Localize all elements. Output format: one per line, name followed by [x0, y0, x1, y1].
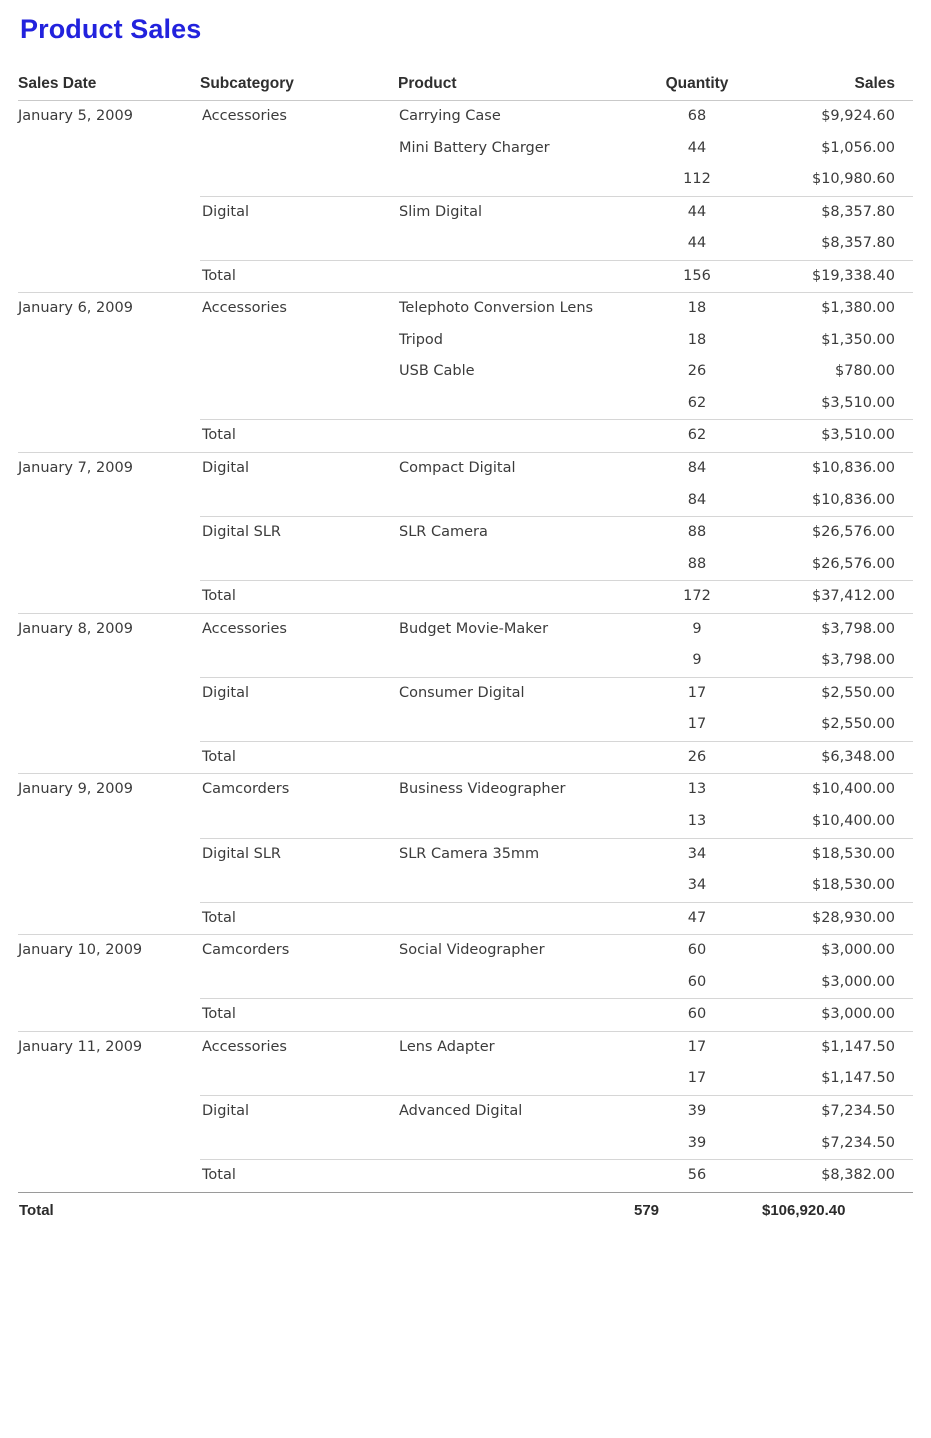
grand-total-quantity: 579 — [633, 1192, 761, 1220]
cell-sales-date — [18, 741, 200, 774]
column-header-sales: Sales — [761, 75, 913, 101]
cell-product — [398, 806, 633, 838]
cell-quantity: 44 — [633, 196, 761, 228]
cell-product — [398, 260, 633, 293]
cell-sales: $3,798.00 — [821, 652, 895, 669]
table-row — [18, 164, 913, 196]
table-row — [18, 228, 913, 260]
column-header-sales-date: Sales Date — [18, 75, 200, 101]
cell-subcategory — [200, 388, 398, 420]
table-footer — [18, 1192, 913, 1220]
cell-quantity: 84 — [687, 491, 707, 508]
cell-quantity: 34 — [687, 877, 707, 894]
cell-sales-date — [18, 870, 200, 902]
cell-sales-date — [18, 1128, 200, 1160]
table-row — [18, 967, 913, 999]
cell-subcategory: Total — [200, 902, 398, 935]
cell-subcategory — [200, 1063, 398, 1095]
grand-total-product-blank — [398, 1192, 633, 1220]
cell-product — [398, 645, 633, 677]
cell-sales: $2,550.00 — [821, 716, 895, 733]
cell-sales: $3,510.00 — [821, 394, 895, 411]
cell-product: Telephoto Conversion Lens — [398, 293, 633, 325]
cell-quantity: 60 — [633, 935, 761, 967]
cell-subcategory — [200, 806, 398, 838]
table-row — [18, 709, 913, 741]
cell-sales-date — [18, 388, 200, 420]
cell-subcategory: Digital SLR — [200, 517, 398, 549]
cell-sales-date — [18, 1160, 200, 1193]
table-row — [18, 645, 913, 677]
cell-sales: $3,000.00 — [761, 999, 913, 1032]
cell-sales: $1,056.00 — [821, 139, 895, 156]
cell-sales-date: January 8, 2009 — [18, 613, 200, 645]
cell-sales: $8,357.80 — [821, 235, 895, 252]
cell-subcategory: Digital SLR — [200, 838, 398, 870]
cell-quantity: 44 — [687, 139, 707, 156]
cell-subcategory: Camcorders — [200, 774, 398, 806]
cell-sales-date — [18, 709, 200, 741]
cell-quantity: 26 — [687, 363, 707, 380]
cell-sales-date: January 10, 2009 — [18, 935, 200, 967]
cell-product — [398, 420, 633, 453]
cell-subcategory — [200, 228, 398, 260]
cell-quantity: 13 — [633, 774, 761, 806]
cell-product — [398, 1160, 633, 1193]
column-header-subcategory: Subcategory — [200, 75, 398, 101]
table-row — [18, 741, 913, 774]
cell-sales: $10,836.00 — [811, 491, 895, 508]
cell-quantity: 34 — [633, 838, 761, 870]
cell-quantity: 88 — [687, 555, 707, 572]
cell-sales: $3,000.00 — [821, 973, 895, 990]
cell-product — [398, 709, 633, 741]
cell-quantity: 60 — [633, 999, 761, 1032]
cell-sales-date — [18, 645, 200, 677]
cell-product: Tripod — [399, 331, 443, 348]
cell-product — [398, 967, 633, 999]
cell-product: Budget Movie-Maker — [398, 613, 633, 645]
cell-subcategory — [200, 967, 398, 999]
cell-subcategory — [200, 1128, 398, 1160]
cell-sales: $7,234.50 — [761, 1095, 913, 1127]
cell-sales-date — [18, 806, 200, 838]
column-header-quantity: Quantity — [633, 75, 761, 101]
page-title: Product Sales — [20, 14, 202, 44]
cell-subcategory — [200, 133, 398, 165]
cell-subcategory: Accessories — [200, 293, 398, 325]
cell-sales-date — [18, 838, 200, 870]
cell-sales-date — [18, 517, 200, 549]
cell-product — [398, 549, 633, 581]
cell-product: Advanced Digital — [398, 1095, 633, 1127]
cell-sales-date — [18, 1095, 200, 1127]
table-row — [18, 485, 913, 517]
cell-product: Social Videographer — [398, 935, 633, 967]
cell-quantity: 39 — [633, 1095, 761, 1127]
cell-quantity: 62 — [633, 420, 761, 453]
cell-quantity: 9 — [692, 652, 702, 669]
cell-sales: $18,530.00 — [761, 838, 913, 870]
cell-sales: $26,576.00 — [811, 555, 895, 572]
cell-product: USB Cable — [399, 363, 475, 380]
cell-sales-date — [18, 325, 200, 357]
cell-sales-date — [18, 902, 200, 935]
cell-sales-date — [18, 356, 200, 388]
cell-sales: $28,930.00 — [761, 902, 913, 935]
cell-subcategory: Total — [200, 420, 398, 453]
cell-quantity: 112 — [683, 171, 711, 188]
cell-sales: $10,400.00 — [811, 813, 895, 830]
cell-quantity: 13 — [687, 813, 707, 830]
cell-quantity: 62 — [687, 394, 707, 411]
cell-subcategory: Digital — [200, 677, 398, 709]
cell-product — [398, 1063, 633, 1095]
cell-sales-date: January 9, 2009 — [18, 774, 200, 806]
cell-product — [398, 870, 633, 902]
cell-subcategory: Accessories — [200, 101, 398, 133]
cell-subcategory — [200, 870, 398, 902]
cell-product — [398, 228, 633, 260]
cell-product: Mini Battery Charger — [399, 139, 550, 156]
cell-sales-date: January 7, 2009 — [18, 453, 200, 485]
cell-sales: $2,550.00 — [761, 677, 913, 709]
cell-product: Slim Digital — [398, 196, 633, 228]
cell-subcategory — [200, 164, 398, 196]
table-row — [18, 806, 913, 838]
cell-sales: $37,412.00 — [761, 581, 913, 614]
cell-sales-date: January 11, 2009 — [18, 1031, 200, 1063]
cell-sales-date — [18, 999, 200, 1032]
table-row — [18, 902, 913, 935]
cell-quantity: 44 — [687, 235, 707, 252]
cell-subcategory — [200, 549, 398, 581]
cell-sales-date — [18, 485, 200, 517]
cell-sales-date — [18, 260, 200, 293]
cell-sales-date — [18, 677, 200, 709]
cell-subcategory: Total — [200, 999, 398, 1032]
cell-product: Business Videographer — [398, 774, 633, 806]
cell-subcategory: Accessories — [200, 1031, 398, 1063]
cell-product: Carrying Case — [398, 101, 633, 133]
cell-product: Consumer Digital — [398, 677, 633, 709]
cell-quantity: 88 — [633, 517, 761, 549]
column-header-product: Product — [398, 75, 633, 101]
cell-sales: $19,338.40 — [761, 260, 913, 293]
table-row — [18, 774, 913, 806]
table-row — [18, 517, 913, 549]
table-row — [18, 453, 913, 485]
table-row — [18, 356, 913, 388]
table-row — [18, 420, 913, 453]
table-row — [18, 1063, 913, 1095]
cell-product: Compact Digital — [398, 453, 633, 485]
cell-quantity: 60 — [687, 973, 707, 990]
table-row — [18, 935, 913, 967]
cell-subcategory: Camcorders — [200, 935, 398, 967]
cell-sales: $780.00 — [835, 363, 895, 380]
cell-sales-date: January 5, 2009 — [18, 101, 200, 133]
cell-sales: $8,382.00 — [761, 1160, 913, 1193]
cell-subcategory: Total — [200, 1160, 398, 1193]
table-row — [18, 133, 913, 165]
cell-subcategory: Total — [200, 741, 398, 774]
cell-quantity: 68 — [633, 101, 761, 133]
cell-sales-date — [18, 228, 200, 260]
product-sales-table — [18, 75, 913, 1220]
cell-product — [398, 164, 633, 196]
cell-sales: $1,350.00 — [821, 331, 895, 348]
cell-sales: $9,924.60 — [761, 101, 913, 133]
grand-total-label: Total — [18, 1192, 200, 1220]
table-row — [18, 1128, 913, 1160]
cell-sales-date — [18, 133, 200, 165]
table-row — [18, 196, 913, 228]
cell-sales-date — [18, 1063, 200, 1095]
table-row — [18, 581, 913, 614]
cell-sales: $1,147.50 — [761, 1031, 913, 1063]
table-row — [18, 325, 913, 357]
cell-sales: $6,348.00 — [761, 741, 913, 774]
cell-quantity: 9 — [633, 613, 761, 645]
cell-quantity: 17 — [633, 677, 761, 709]
cell-subcategory: Digital — [200, 196, 398, 228]
table-row — [18, 101, 913, 133]
cell-sales: $3,000.00 — [761, 935, 913, 967]
cell-product — [398, 741, 633, 774]
cell-product: SLR Camera — [398, 517, 633, 549]
cell-product — [398, 902, 633, 935]
cell-sales: $10,400.00 — [761, 774, 913, 806]
table-row — [18, 870, 913, 902]
table-row — [18, 260, 913, 293]
cell-quantity: 17 — [687, 1070, 707, 1087]
cell-sales-date — [18, 967, 200, 999]
cell-sales-date — [18, 420, 200, 453]
cell-quantity: 17 — [633, 1031, 761, 1063]
cell-sales: $7,234.50 — [821, 1134, 895, 1151]
table-row — [18, 1095, 913, 1127]
cell-subcategory: Accessories — [200, 613, 398, 645]
table-row — [18, 293, 913, 325]
cell-quantity: 47 — [633, 902, 761, 935]
cell-quantity: 17 — [687, 716, 707, 733]
table-row — [18, 677, 913, 709]
cell-product — [398, 485, 633, 517]
cell-subcategory: Digital — [200, 1095, 398, 1127]
grand-total-sales: $106,920.40 — [761, 1192, 913, 1220]
table-row — [18, 1031, 913, 1063]
cell-sales: $1,147.50 — [821, 1070, 895, 1087]
cell-quantity: 39 — [687, 1134, 707, 1151]
cell-subcategory: Total — [200, 581, 398, 614]
cell-sales: $10,980.60 — [811, 171, 895, 188]
cell-sales: $10,836.00 — [761, 453, 913, 485]
cell-product: SLR Camera 35mm — [398, 838, 633, 870]
header-row — [18, 75, 913, 101]
grand-total-row — [18, 1192, 913, 1220]
table-body — [18, 101, 913, 1193]
cell-sales: $8,357.80 — [761, 196, 913, 228]
cell-sales: $3,510.00 — [761, 420, 913, 453]
cell-product: Lens Adapter — [398, 1031, 633, 1063]
table-row — [18, 838, 913, 870]
table-row — [18, 1160, 913, 1193]
cell-sales: $3,798.00 — [761, 613, 913, 645]
cell-subcategory — [200, 356, 398, 388]
table-row — [18, 613, 913, 645]
cell-product — [398, 388, 633, 420]
cell-subcategory — [200, 485, 398, 517]
table-row — [18, 999, 913, 1032]
cell-quantity: 56 — [633, 1160, 761, 1193]
cell-sales-date — [18, 196, 200, 228]
cell-subcategory: Digital — [200, 453, 398, 485]
table-header — [18, 75, 913, 101]
cell-quantity: 84 — [633, 453, 761, 485]
cell-sales-date — [18, 549, 200, 581]
cell-product — [398, 581, 633, 614]
cell-subcategory: Total — [200, 260, 398, 293]
cell-sales-date — [18, 164, 200, 196]
cell-quantity: 18 — [687, 331, 707, 348]
table-row — [18, 388, 913, 420]
cell-sales: $1,380.00 — [761, 293, 913, 325]
cell-quantity: 18 — [633, 293, 761, 325]
table-row — [18, 549, 913, 581]
cell-quantity: 172 — [633, 581, 761, 614]
cell-sales: $18,530.00 — [811, 877, 895, 894]
cell-sales: $26,576.00 — [761, 517, 913, 549]
cell-quantity: 26 — [633, 741, 761, 774]
cell-subcategory — [200, 645, 398, 677]
cell-sales-date: January 6, 2009 — [18, 293, 200, 325]
cell-quantity: 156 — [633, 260, 761, 293]
cell-sales-date — [18, 581, 200, 614]
cell-product — [398, 999, 633, 1032]
cell-subcategory — [200, 325, 398, 357]
cell-subcategory — [200, 709, 398, 741]
grand-total-subcategory-blank — [200, 1192, 398, 1220]
cell-product — [398, 1128, 633, 1160]
